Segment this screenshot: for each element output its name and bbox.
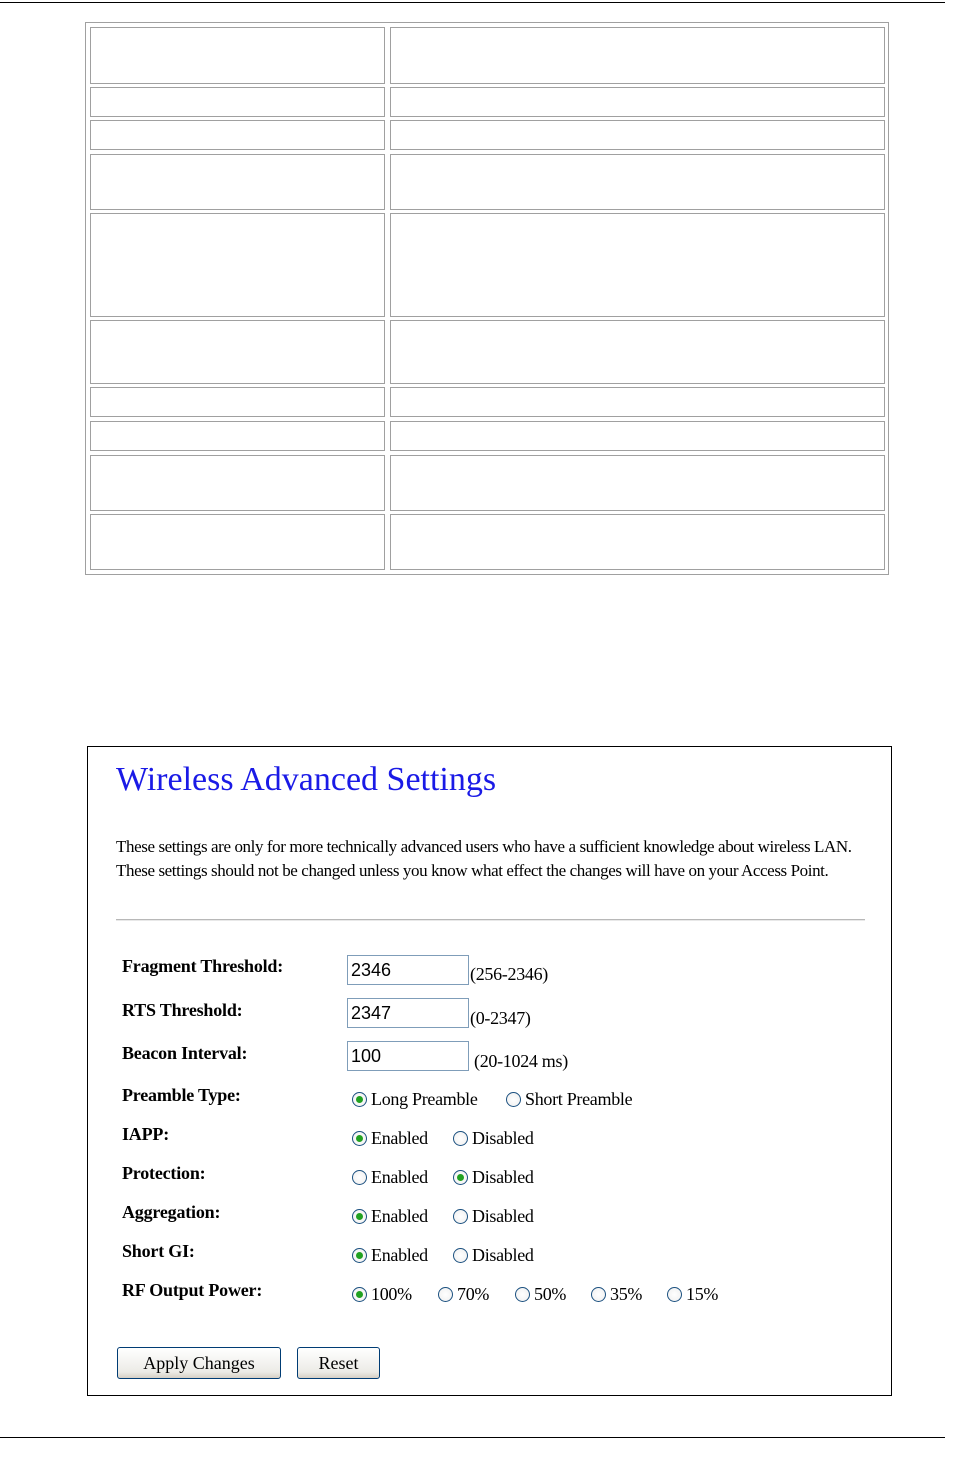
table-cell xyxy=(390,154,885,210)
aggregation-disabled-radio[interactable] xyxy=(453,1206,534,1227)
aggregation-enabled-label: Enabled xyxy=(371,1206,428,1226)
preamble-short-label: Short Preamble xyxy=(525,1089,633,1109)
short-gi-disabled-radio[interactable] xyxy=(453,1245,534,1266)
table-cell xyxy=(90,320,385,384)
radio-icon xyxy=(591,1287,606,1302)
rf-output-power-label: RF Output Power: xyxy=(122,1280,263,1300)
fragment-threshold-label: Fragment Threshold: xyxy=(122,956,284,976)
aggregation-disabled-label: Disabled xyxy=(472,1206,534,1226)
description-table xyxy=(85,22,889,575)
protection-disabled-label: Disabled xyxy=(472,1167,534,1187)
protection-label: Protection: xyxy=(122,1163,206,1183)
aggregation-enabled-radio[interactable] xyxy=(352,1206,428,1227)
table-cell xyxy=(90,421,385,451)
rts-threshold-range: (0-2347) xyxy=(470,1008,531,1028)
rts-threshold-input[interactable] xyxy=(347,998,469,1028)
short-gi-disabled-label: Disabled xyxy=(472,1245,534,1265)
preamble-short-radio[interactable] xyxy=(506,1089,632,1110)
radio-icon xyxy=(453,1131,468,1146)
table-cell xyxy=(390,320,885,384)
table-cell xyxy=(390,87,885,117)
table-cell xyxy=(90,87,385,117)
table-cell xyxy=(390,387,885,417)
iapp-disabled-radio[interactable] xyxy=(453,1128,534,1149)
table-cell xyxy=(90,213,385,317)
table-cell xyxy=(90,27,385,84)
rf-power-70-label: 70% xyxy=(457,1284,490,1304)
preamble-long-radio[interactable] xyxy=(352,1089,478,1110)
table-cell xyxy=(90,514,385,570)
divider xyxy=(116,919,865,921)
table-cell xyxy=(90,387,385,417)
radio-icon xyxy=(515,1287,530,1302)
short-gi-label: Short GI: xyxy=(122,1241,195,1261)
reset-button[interactable]: Reset xyxy=(297,1347,380,1379)
radio-icon xyxy=(453,1209,468,1224)
radio-icon xyxy=(667,1287,682,1302)
radio-icon xyxy=(453,1170,468,1185)
beacon-interval-input[interactable] xyxy=(347,1041,469,1071)
table-cell xyxy=(390,120,885,150)
short-gi-enabled-radio[interactable] xyxy=(352,1245,428,1266)
table-cell xyxy=(390,421,885,451)
iapp-disabled-label: Disabled xyxy=(472,1128,534,1148)
apply-changes-button[interactable]: Apply Changes xyxy=(117,1347,281,1379)
preamble-type-label: Preamble Type: xyxy=(122,1085,241,1105)
top-rule xyxy=(0,2,945,3)
table-cell xyxy=(90,154,385,210)
table-cell xyxy=(90,455,385,511)
rf-power-35-label: 35% xyxy=(610,1284,643,1304)
rf-power-50-radio[interactable] xyxy=(515,1284,566,1305)
table-cell xyxy=(390,213,885,317)
table-cell xyxy=(90,120,385,150)
table-cell xyxy=(390,455,885,511)
iapp-label: IAPP: xyxy=(122,1124,169,1144)
radio-icon xyxy=(438,1287,453,1302)
iapp-enabled-label: Enabled xyxy=(371,1128,428,1148)
radio-icon xyxy=(352,1170,367,1185)
protection-enabled-radio[interactable] xyxy=(352,1167,428,1188)
beacon-interval-label: Beacon Interval: xyxy=(122,1043,248,1063)
radio-icon xyxy=(453,1248,468,1263)
rf-power-35-radio[interactable] xyxy=(591,1284,642,1305)
rf-power-50-label: 50% xyxy=(534,1284,567,1304)
table-cell xyxy=(390,514,885,570)
protection-disabled-radio[interactable] xyxy=(453,1167,534,1188)
radio-icon xyxy=(352,1287,367,1302)
rf-power-70-radio[interactable] xyxy=(438,1284,489,1305)
radio-icon xyxy=(352,1209,367,1224)
fragment-threshold-range: (256-2346) xyxy=(470,964,548,984)
beacon-interval-range: (20-1024 ms) xyxy=(474,1051,568,1071)
bottom-rule xyxy=(0,1437,945,1438)
radio-icon xyxy=(352,1131,367,1146)
short-gi-enabled-label: Enabled xyxy=(371,1245,428,1265)
page-description: These settings are only for more technically advanced users who have a sufficient knowledge about wireless LAN. These settings should not be changed unless you know what effect the changes will have on your Access Point. xyxy=(116,837,852,880)
radio-icon xyxy=(352,1248,367,1263)
rf-power-15-label: 15% xyxy=(686,1284,719,1304)
preamble-long-label: Long Preamble xyxy=(371,1089,478,1109)
fragment-threshold-input[interactable] xyxy=(347,955,469,985)
protection-enabled-label: Enabled xyxy=(371,1167,428,1187)
settings-panel xyxy=(87,746,892,1396)
table-cell xyxy=(390,27,885,84)
rf-power-100-radio[interactable] xyxy=(352,1284,412,1305)
iapp-enabled-radio[interactable] xyxy=(352,1128,428,1149)
page-title: Wireless Advanced Settings xyxy=(116,761,497,798)
rf-power-15-radio[interactable] xyxy=(667,1284,718,1305)
rf-power-100-label: 100% xyxy=(371,1284,412,1304)
rts-threshold-label: RTS Threshold: xyxy=(122,1000,243,1020)
radio-icon xyxy=(352,1092,367,1107)
radio-icon xyxy=(506,1092,521,1107)
aggregation-label: Aggregation: xyxy=(122,1202,221,1222)
